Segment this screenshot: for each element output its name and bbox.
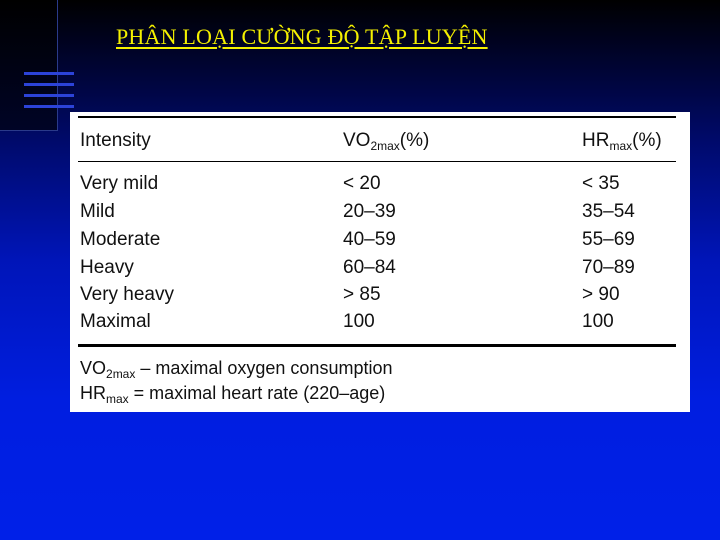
decor-line	[24, 83, 74, 86]
row-intensity: Moderate	[80, 229, 161, 250]
row-intensity: Very heavy	[80, 284, 174, 305]
header-intensity: Intensity	[80, 130, 151, 151]
row-vo2max: 40–59	[343, 229, 396, 250]
row-intensity: Mild	[80, 201, 115, 222]
row-vo2max: 60–84	[343, 257, 396, 278]
row-vo2max: > 85	[343, 284, 381, 305]
footnote-vo2max: $VO_{2max}$ – maximal oxygen consumption	[80, 358, 393, 381]
row-hrmax: 35–54	[582, 201, 635, 222]
row-hrmax: 100	[582, 311, 614, 332]
row-intensity: Maximal	[80, 311, 151, 332]
slide-title: PHÂN LOẠI CƯỜNG ĐỘ TẬP LUYỆN	[116, 24, 488, 49]
row-vo2max: 100	[343, 311, 375, 332]
header-hrmax: $HR_{max}(\%)$	[582, 130, 662, 153]
row-intensity: Very mild	[80, 173, 159, 194]
footnote-hrmax: $HR_{max}$ = maximal heart rate (220–age)	[80, 383, 386, 406]
row-hrmax: < 35	[582, 173, 620, 194]
header-vo2max: $VO_{2max}(\%)$	[343, 130, 430, 153]
decor-line	[24, 94, 74, 97]
intensity-table	[70, 112, 690, 412]
decor-line	[24, 105, 74, 108]
row-intensity: Heavy	[80, 257, 134, 278]
decor-lines	[24, 72, 74, 116]
row-vo2max: < 20	[343, 173, 381, 194]
decor-line	[24, 72, 74, 75]
row-hrmax: 55–69	[582, 229, 635, 250]
header-rule	[78, 161, 676, 162]
top-rule	[78, 116, 676, 118]
footnote-rule	[78, 344, 676, 347]
row-vo2max: 20–39	[343, 201, 396, 222]
row-hrmax: > 90	[582, 284, 620, 305]
row-hrmax: 70–89	[582, 257, 635, 278]
